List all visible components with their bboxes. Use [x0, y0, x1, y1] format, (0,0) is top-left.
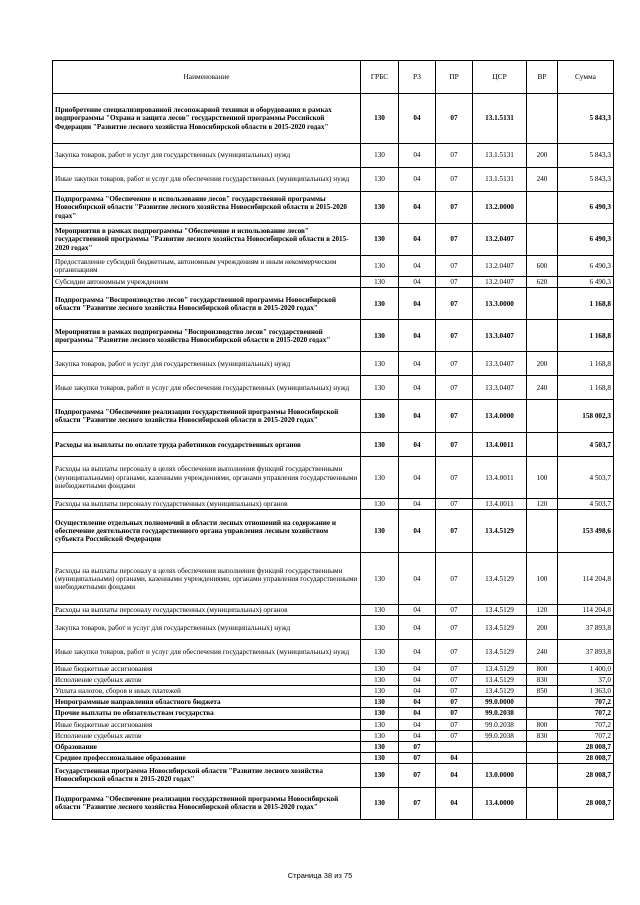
row-csr: 13.1.5131: [473, 144, 527, 168]
row-csr: 13.4.0011: [473, 457, 527, 499]
row-pr: 07: [436, 640, 473, 664]
row-sum: 114 204,8: [558, 605, 614, 616]
row-sum: 37 893,8: [558, 640, 614, 664]
row-name: Образование: [53, 741, 361, 752]
row-vr: 200: [527, 144, 558, 168]
table-row: [53, 719, 614, 730]
table-row: [53, 763, 614, 787]
row-sum: 4 503,7: [558, 457, 614, 499]
row-name: Непрограммные направления областного бюджета: [53, 697, 361, 708]
row-vr: 800: [527, 664, 558, 675]
row-grbs: 130: [361, 144, 399, 168]
row-grbs: 130: [361, 457, 399, 499]
row-vr: [527, 94, 558, 144]
row-sum: 5 843,3: [558, 168, 614, 192]
row-grbs: 130: [361, 640, 399, 664]
row-grbs: 130: [361, 719, 399, 730]
table-row: [53, 675, 614, 686]
row-name: Мероприятия в рамках подпрограммы "Обеспечение и использование лесов" государственной программы "Развитие лесного хозяйства Новосибирской области в 2015-2020 годах": [53, 224, 361, 256]
row-csr: 13.4.5129: [473, 616, 527, 640]
row-name: Иные закупки товаров, работ и услуг для обеспечения государственных (муниципальных) нужд: [53, 376, 361, 400]
row-grbs: 130: [361, 605, 399, 616]
row-sum: 6 490,3: [558, 224, 614, 256]
row-vr: 240: [527, 376, 558, 400]
row-csr: 13.3.0407: [473, 376, 527, 400]
row-name: Расходы на выплаты персоналу в целях обеспечения выполнения функций государственными (муниципальными) органами, казенными учреждениями, органами управления государственными внебюджетными фондами: [53, 457, 361, 499]
row-grbs: 130: [361, 277, 399, 288]
row-csr: 13.1.5131: [473, 94, 527, 144]
row-pr: 07: [436, 144, 473, 168]
row-pr: [436, 741, 473, 752]
row-sum: 1 168,8: [558, 320, 614, 352]
row-sum: 707,2: [558, 730, 614, 741]
header-grbs: ГРБС: [361, 61, 399, 94]
row-vr: [527, 763, 558, 787]
table-row: [53, 400, 614, 433]
table-row: [53, 352, 614, 376]
table-row: [53, 168, 614, 192]
row-name: Исполнение судебных актов: [53, 675, 361, 686]
row-pr: 04: [436, 787, 473, 819]
row-pr: 07: [436, 400, 473, 433]
row-sum: 153 498,6: [558, 510, 614, 553]
row-name: Закупка товаров, работ и услуг для государственных (муниципальных) нужд: [53, 144, 361, 168]
table-row: [53, 320, 614, 352]
row-sum: 5 843,3: [558, 144, 614, 168]
row-grbs: 130: [361, 730, 399, 741]
row-sum: 4 503,7: [558, 433, 614, 457]
row-csr: 99.0.2038: [473, 719, 527, 730]
row-grbs: 130: [361, 94, 399, 144]
row-name: Закупка товаров, работ и услуг для государственных (муниципальных) нужд: [53, 616, 361, 640]
row-grbs: 130: [361, 510, 399, 553]
row-rz: 04: [399, 277, 436, 288]
row-csr: 13.4.5129: [473, 686, 527, 697]
row-csr: 13.3.0407: [473, 352, 527, 376]
row-sum: 6 490,3: [558, 277, 614, 288]
row-name: Подпрограмма "Обеспечение реализации государственной программы Новосибирской области "Развитие лесного хозяйства Новосибирской области в 2015-2020 годах": [53, 787, 361, 819]
table-row: [53, 144, 614, 168]
row-grbs: 130: [361, 376, 399, 400]
row-vr: [527, 510, 558, 553]
row-vr: [527, 433, 558, 457]
row-rz: 04: [399, 457, 436, 499]
row-sum: 1 363,0: [558, 686, 614, 697]
row-grbs: 130: [361, 686, 399, 697]
row-sum: 707,2: [558, 708, 614, 719]
row-csr: 99.0.0000: [473, 697, 527, 708]
row-name: Иные бюджетные ассигнования: [53, 664, 361, 675]
row-pr: 04: [436, 752, 473, 763]
table-row: [53, 457, 614, 499]
row-vr: 120: [527, 499, 558, 510]
row-name: Осуществление отдельных полномочий в области лесных отношений на содержание и обеспечение деятельности государственного органа управления лесным хозяйством субъекта Российской Федерации: [53, 510, 361, 553]
row-pr: 07: [436, 499, 473, 510]
row-csr: 13.4.5129: [473, 510, 527, 553]
header-vr: ВР: [527, 61, 558, 94]
header-csr: ЦСР: [473, 61, 527, 94]
row-sum: 37 893,8: [558, 616, 614, 640]
row-csr: 13.4.0000: [473, 400, 527, 433]
row-vr: [527, 741, 558, 752]
row-csr: 13.4.0000: [473, 787, 527, 819]
header-row: [53, 61, 614, 94]
row-grbs: 130: [361, 708, 399, 719]
row-vr: 100: [527, 457, 558, 499]
row-sum: 1 400,0: [558, 664, 614, 675]
row-sum: 158 002,3: [558, 400, 614, 433]
row-sum: 28 008,7: [558, 741, 614, 752]
row-grbs: 130: [361, 697, 399, 708]
row-rz: 04: [399, 553, 436, 605]
row-grbs: 130: [361, 787, 399, 819]
row-pr: 07: [436, 94, 473, 144]
row-name: Уплата налогов, сборов и иных платежей: [53, 686, 361, 697]
row-sum: 28 008,7: [558, 763, 614, 787]
header-rz: РЗ: [399, 61, 436, 94]
row-pr: 07: [436, 168, 473, 192]
row-sum: 37,0: [558, 675, 614, 686]
row-pr: 07: [436, 616, 473, 640]
header-sum: Сумма: [558, 61, 614, 94]
row-vr: 800: [527, 719, 558, 730]
row-name: Иные закупки товаров, работ и услуг для обеспечения государственных (муниципальных) нужд: [53, 640, 361, 664]
row-csr: [473, 752, 527, 763]
row-rz: 04: [399, 144, 436, 168]
row-csr: [473, 741, 527, 752]
row-csr: 13.2.0000: [473, 192, 527, 224]
table-row: [53, 741, 614, 752]
row-vr: 620: [527, 277, 558, 288]
row-pr: 07: [436, 697, 473, 708]
row-rz: 04: [399, 352, 436, 376]
table-row: [53, 277, 614, 288]
row-pr: 07: [436, 605, 473, 616]
row-pr: 07: [436, 553, 473, 605]
row-csr: 13.4.5129: [473, 675, 527, 686]
row-pr: 04: [436, 763, 473, 787]
row-csr: 13.4.5129: [473, 664, 527, 675]
row-rz: 04: [399, 510, 436, 553]
row-name: Расходы на выплаты персоналу государственных (муниципальных) органов: [53, 605, 361, 616]
row-grbs: 130: [361, 616, 399, 640]
table-row: [53, 752, 614, 763]
row-rz: 04: [399, 168, 436, 192]
table-row: [53, 686, 614, 697]
table-row: [53, 510, 614, 553]
row-rz: 04: [399, 376, 436, 400]
table-row: [53, 376, 614, 400]
row-csr: 13.4.0011: [473, 433, 527, 457]
table-row: [53, 730, 614, 741]
row-grbs: 130: [361, 320, 399, 352]
row-vr: 850: [527, 686, 558, 697]
row-vr: [527, 288, 558, 320]
row-name: Мероприятия в рамках подпрограммы "Воспроизводство лесов" государственной программы "Развитие лесного хозяйства Новосибирской области в 2015-2020 годах": [53, 320, 361, 352]
row-name: Исполнение судебных актов: [53, 730, 361, 741]
row-name: Расходы на выплаты персоналу государственных (муниципальных) органов: [53, 499, 361, 510]
row-vr: [527, 400, 558, 433]
row-vr: 240: [527, 640, 558, 664]
row-vr: 100: [527, 553, 558, 605]
header-pr: ПР: [436, 61, 473, 94]
row-vr: 200: [527, 616, 558, 640]
row-rz: 04: [399, 686, 436, 697]
row-sum: 6 490,3: [558, 256, 614, 277]
row-rz: 07: [399, 741, 436, 752]
row-grbs: 130: [361, 288, 399, 320]
row-rz: 04: [399, 288, 436, 320]
row-rz: 07: [399, 752, 436, 763]
row-rz: 04: [399, 675, 436, 686]
row-vr: 240: [527, 168, 558, 192]
row-csr: 13.4.0011: [473, 499, 527, 510]
row-pr: 07: [436, 719, 473, 730]
row-csr: 13.1.5131: [473, 168, 527, 192]
table-row: [53, 697, 614, 708]
row-sum: 114 204,8: [558, 553, 614, 605]
row-sum: 707,2: [558, 697, 614, 708]
row-grbs: 130: [361, 433, 399, 457]
row-pr: 07: [436, 510, 473, 553]
row-sum: 1 168,8: [558, 352, 614, 376]
table-row: [53, 787, 614, 819]
row-sum: 28 008,7: [558, 752, 614, 763]
row-pr: 07: [436, 457, 473, 499]
budget-table: [52, 60, 614, 820]
row-grbs: 130: [361, 499, 399, 510]
table-row: [53, 640, 614, 664]
row-pr: 07: [436, 192, 473, 224]
row-name: Иные закупки товаров, работ и услуг для обеспечения государственных (муниципальных) нужд: [53, 168, 361, 192]
row-sum: 4 503,7: [558, 499, 614, 510]
row-csr: 13.4.5129: [473, 605, 527, 616]
table-row: [53, 433, 614, 457]
row-rz: 04: [399, 616, 436, 640]
row-pr: 07: [436, 256, 473, 277]
row-sum: 707,2: [558, 719, 614, 730]
row-name: Государственная программа Новосибирской области "Развитие лесного хозяйства Новосибирской области в 2015-2020 годах": [53, 763, 361, 787]
row-vr: [527, 697, 558, 708]
row-grbs: 130: [361, 352, 399, 376]
row-sum: 1 168,8: [558, 376, 614, 400]
table-row: [53, 224, 614, 256]
row-csr: 13.2.0407: [473, 256, 527, 277]
row-name: Закупка товаров, работ и услуг для государственных (муниципальных) нужд: [53, 352, 361, 376]
page-number: Страница 38 из 75: [287, 871, 353, 880]
row-vr: 120: [527, 605, 558, 616]
row-rz: 04: [399, 708, 436, 719]
row-rz: 04: [399, 224, 436, 256]
row-csr: 13.3.0407: [473, 320, 527, 352]
row-name: Подпрограмма "Воспроизводство лесов" государственной программы Новосибирской области "Развитие лесного хозяйства Новосибирской области в 2015-2020 годах": [53, 288, 361, 320]
row-grbs: 130: [361, 168, 399, 192]
table-row: [53, 708, 614, 719]
row-name: Иные бюджетные ассигнования: [53, 719, 361, 730]
row-pr: 07: [436, 708, 473, 719]
table-row: [53, 256, 614, 277]
row-pr: 07: [436, 352, 473, 376]
row-sum: 5 843,3: [558, 94, 614, 144]
row-rz: 04: [399, 605, 436, 616]
row-vr: [527, 224, 558, 256]
row-pr: 07: [436, 675, 473, 686]
row-vr: [527, 752, 558, 763]
row-vr: [527, 192, 558, 224]
row-vr: 200: [527, 352, 558, 376]
row-grbs: 130: [361, 752, 399, 763]
row-csr: 13.4.5129: [473, 553, 527, 605]
row-pr: 07: [436, 730, 473, 741]
row-name: Расходы на выплаты персоналу в целях обеспечения выполнения функций государственными (муниципальными) органами, казенными учреждениями, органами управления государственными внебюджетными фондами: [53, 553, 361, 605]
row-sum: 28 008,7: [558, 787, 614, 819]
row-pr: 07: [436, 686, 473, 697]
row-pr: 07: [436, 224, 473, 256]
table-row: [53, 553, 614, 605]
row-rz: 07: [399, 763, 436, 787]
row-csr: 13.3.0000: [473, 288, 527, 320]
row-pr: 07: [436, 320, 473, 352]
row-csr: 13.4.5129: [473, 640, 527, 664]
row-csr: 13.0.0000: [473, 763, 527, 787]
row-rz: 04: [399, 192, 436, 224]
row-grbs: 130: [361, 224, 399, 256]
table-row: [53, 192, 614, 224]
row-rz: 04: [399, 320, 436, 352]
table-row: [53, 616, 614, 640]
row-sum: 6 490,3: [558, 192, 614, 224]
row-grbs: 130: [361, 192, 399, 224]
row-vr: 600: [527, 256, 558, 277]
row-rz: 04: [399, 433, 436, 457]
row-pr: 07: [436, 433, 473, 457]
table-row: [53, 499, 614, 510]
table-row: [53, 605, 614, 616]
table-row: [53, 94, 614, 144]
row-csr: 13.2.0407: [473, 224, 527, 256]
row-sum: 1 168,8: [558, 288, 614, 320]
row-pr: 07: [436, 288, 473, 320]
row-vr: 830: [527, 675, 558, 686]
row-grbs: 130: [361, 256, 399, 277]
row-name: Приобретение специализированной лесопожарной техники и оборудования в рамках подпрограммы "Охрана и защита лесов" государственной программы Российской Федерации "Развитие лесного хозяйства Новосибирской области в 2015-2020 годах": [53, 94, 361, 144]
row-name: Подпрограмма "Обеспечение реализации государственной программы Новосибирской области "Развитие лесного хозяйства Новосибирской области в 2015-2020 годах": [53, 400, 361, 433]
row-rz: 04: [399, 719, 436, 730]
row-rz: 04: [399, 730, 436, 741]
row-rz: 04: [399, 640, 436, 664]
row-rz: 04: [399, 697, 436, 708]
row-name: Прочие выплаты по обязательствам государства: [53, 708, 361, 719]
row-pr: 07: [436, 376, 473, 400]
row-name: Субсидии автономным учреждениям: [53, 277, 361, 288]
row-grbs: 130: [361, 763, 399, 787]
row-rz: 04: [399, 256, 436, 277]
header-name: Наименование: [53, 61, 361, 94]
row-csr: 13.2.0407: [473, 277, 527, 288]
row-rz: 04: [399, 400, 436, 433]
row-grbs: 130: [361, 675, 399, 686]
table-row: [53, 664, 614, 675]
row-grbs: 130: [361, 741, 399, 752]
row-rz: 04: [399, 664, 436, 675]
row-vr: [527, 320, 558, 352]
row-vr: [527, 708, 558, 719]
row-vr: [527, 787, 558, 819]
row-grbs: 130: [361, 664, 399, 675]
row-rz: 07: [399, 787, 436, 819]
row-grbs: 130: [361, 400, 399, 433]
row-rz: 04: [399, 499, 436, 510]
row-grbs: 130: [361, 553, 399, 605]
row-name: Предоставление субсидий бюджетным, автономным учреждениям и иным некоммерческим организациям: [53, 256, 361, 277]
row-pr: 07: [436, 277, 473, 288]
row-rz: 04: [399, 94, 436, 144]
row-csr: 99.0.2038: [473, 730, 527, 741]
row-name: Расходы на выплаты по оплате труда работников государственных органов: [53, 433, 361, 457]
row-pr: 07: [436, 664, 473, 675]
row-name: Среднее профессиональное образование: [53, 752, 361, 763]
table-row: [53, 288, 614, 320]
row-csr: 99.0.2038: [473, 708, 527, 719]
row-vr: 830: [527, 730, 558, 741]
row-name: Подпрограмма "Обеспечение и использование лесов" государственной программы Новосибирской области "Развитие лесного хозяйства Новосибирской области в 2015-2020 годах": [53, 192, 361, 224]
